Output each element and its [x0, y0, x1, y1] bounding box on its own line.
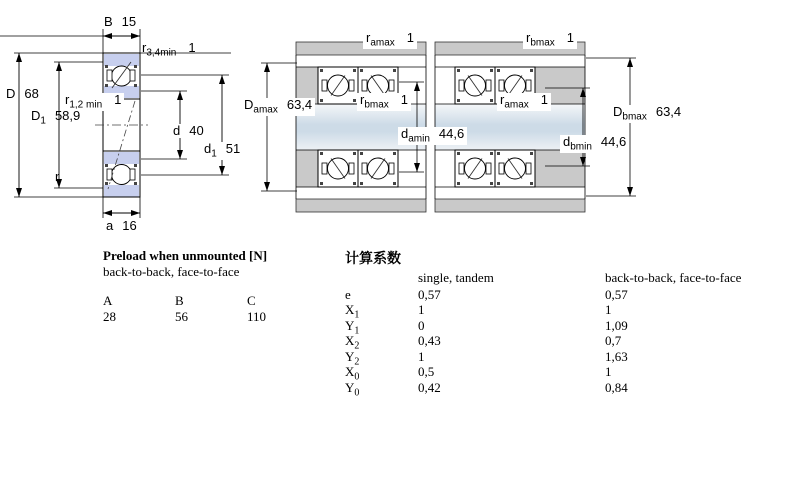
dim-label-rbmax-mid: $r_{bmax}$ 1	[357, 93, 411, 111]
preload-col-a: A	[103, 293, 113, 308]
preload-val-c: 110	[247, 309, 267, 324]
dim-label-D: D 68	[6, 86, 39, 101]
factor-row-x1: $X_1$ 1 1	[345, 302, 612, 321]
preload-col-c: C	[247, 293, 256, 308]
dim-label-D1: $D_1$ 58,9	[31, 108, 81, 127]
factor-row-x2: $X_2$ 0,43 0,7	[345, 333, 622, 352]
factors-col1-header: single, tandem	[418, 270, 494, 285]
dim-label-dbmin: $d_{bmin}$ 44,6	[560, 135, 629, 153]
dim-label-B: B 15	[104, 14, 137, 29]
dim-label-ramax-mid: $r_{amax}$ 1	[363, 31, 417, 49]
dim-label-ramax-right: $r_{amax}$ 1	[497, 93, 551, 111]
factors-table-title: 计算系数	[345, 252, 401, 267]
preload-col-b: B	[175, 293, 184, 308]
preload-val-a: 28	[103, 309, 116, 324]
dim-label-a: a 16	[106, 218, 137, 233]
preload-table-title: Preload when unmounted [N]	[103, 248, 268, 263]
factors-col2-header: back-to-back, face-to-face	[605, 270, 742, 285]
factor-row-e: e 0,57 0,57	[345, 287, 628, 302]
bearing-section	[95, 53, 148, 197]
factor-row-y2: $Y_2$ 1 1,63	[345, 349, 628, 368]
preload-val-b: 56	[175, 309, 188, 324]
dim-label-r12min: $r_{1,2 min}$ 1	[62, 93, 124, 111]
factor-row-y1: $Y_1$ 0 1,09	[345, 318, 628, 337]
preload-table-subtitle: back-to-back, face-to-face	[103, 264, 240, 279]
factor-row-y0: $Y_0$ 0,42 0,84	[345, 380, 628, 399]
dim-label-r-fillet: r	[55, 169, 60, 184]
dim-label-d: d 40	[170, 124, 207, 138]
dim-label-rbmax-right: $r_{bmax}$ 1	[523, 31, 577, 49]
dim-label-d1: $d_1$ 51	[201, 142, 243, 160]
dim-label-r34min: $r_{3,4min}$ 1	[142, 40, 196, 59]
factor-row-x0: $X_0$ 0,5 1	[345, 364, 612, 383]
dim-label-damin: $d_{amin}$ 44,6	[398, 127, 467, 145]
dim-label-Dbmax: $D_{bmax}$ 63,4	[610, 105, 684, 123]
dim-label-Damax: $D_{amax}$ 63,4	[241, 98, 315, 116]
